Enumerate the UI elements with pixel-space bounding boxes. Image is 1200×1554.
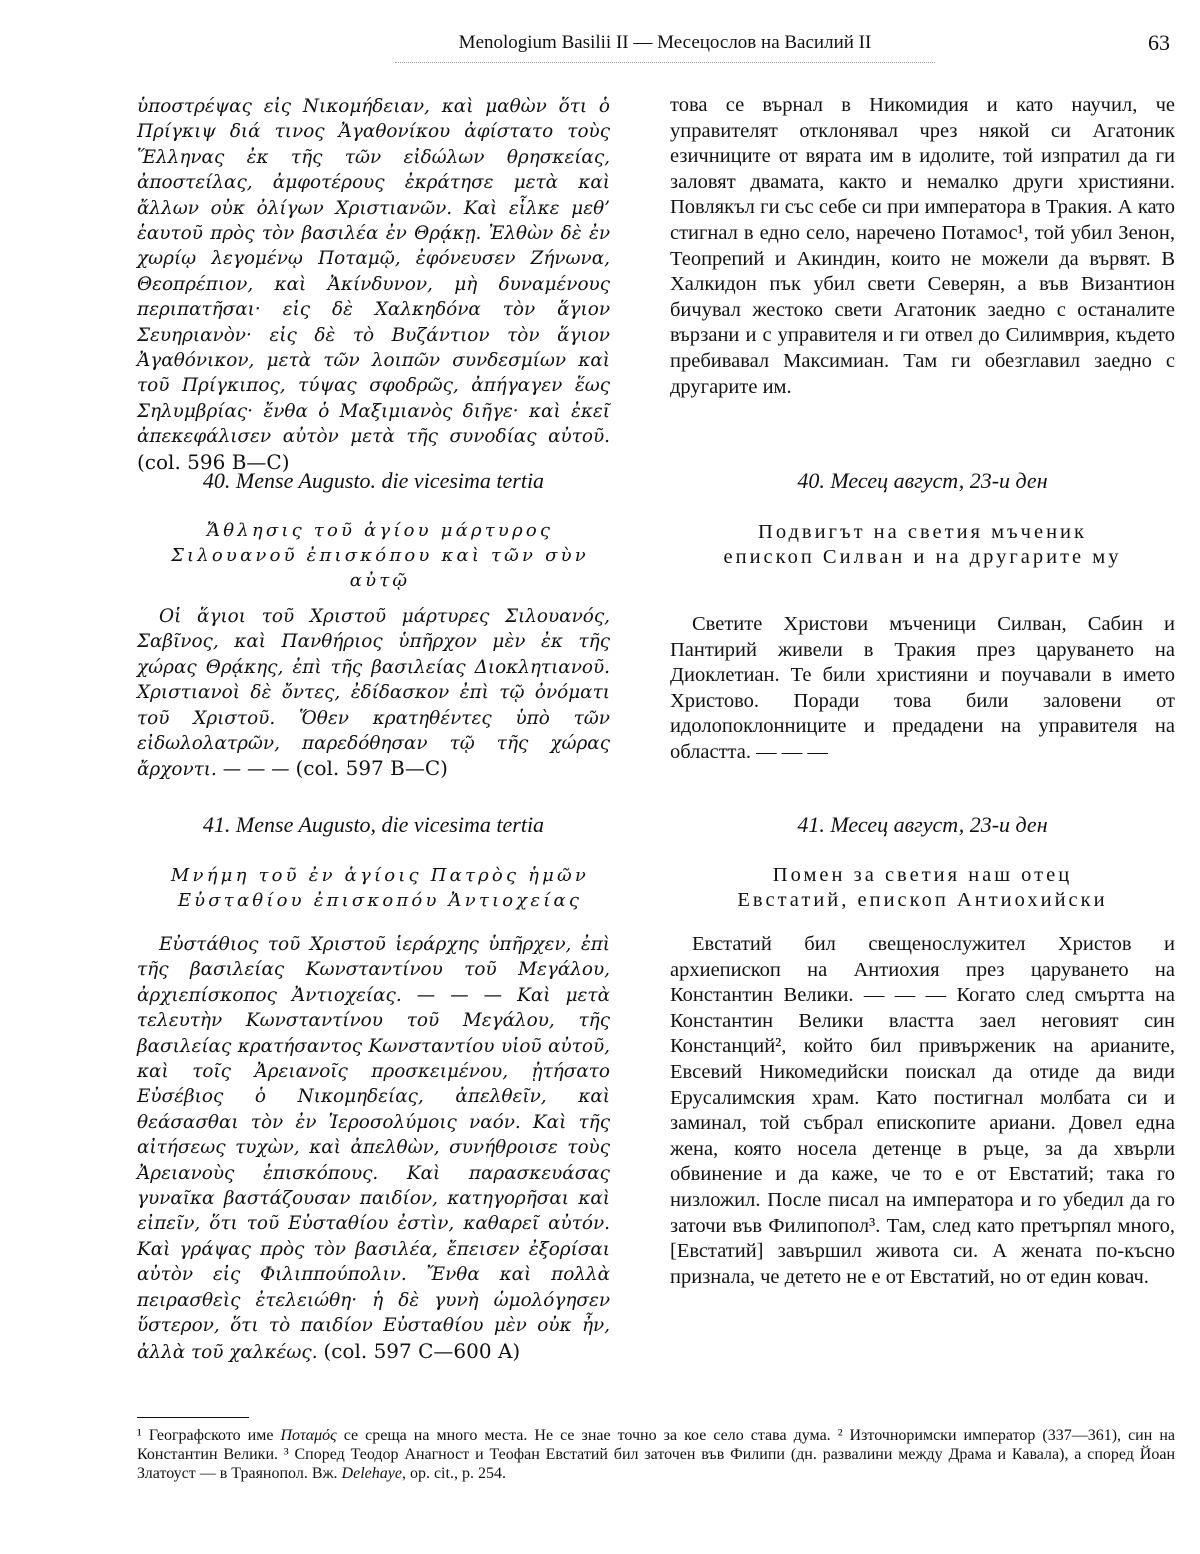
running-header — [0, 30, 1200, 64]
section-41-bulgarian-heading: 41. Месец август, 23-и ден — [797, 812, 1048, 837]
section-41-greek-citation: (col. 597 C—600 A) — [323, 1338, 521, 1363]
section-41-latin-heading: 41. Mense Augusto, die vicesima tertia — [202, 812, 545, 837]
intro-bulgarian-column — [670, 93, 1175, 400]
running-title: Menologium Basilii II — Месецослов на Василий II — [458, 32, 872, 53]
section-40-bulgarian-title-line1: Подвигът на светия мъченик — [758, 521, 1087, 543]
section-40-bulgarian-title-line2: епископ Силван и на другарите му — [723, 546, 1122, 568]
section-40-bulgarian-text: Светите Христови мъченици Силван, Сабин и Пантирий живели в Тракия през царуването на Диоклетиан. Те били християни и поучавали в името Христово. Поради това били заловени от идолопоклонниците и предадени на управителя на областта. — — — — [670, 613, 1175, 763]
intro-bulgarian-text: това се върнал в Никомидия и като научил, че управителят отклонявал чрез някой си Агатоник езичниците от вярата им в идолите, той изпратил да ги заловят двамата, както и немалко други християни. Повлякъл ги със себе си при императора в Тракия. А като стигнал в едно село, наречено Потамос¹, той убил Зенон, Теопрепий и Акиндин, които не можели да вървят. В Халкидон пък убил свети Северян, а във Византион бичувал жестоко свети Агатоник заедно с останалите вързани и с управителя и ги отвел до Силимврия, където пребивавал Максимиан. Там ги обезглавил заедно с другарите им. — [670, 94, 1175, 398]
section-41-bulgarian-text: Евстатий бил свещенослужител Христов и архиепископ на Антиохия през царуването на Константин Велики. — — — Когато след смъртта на Константин Велики властта заел неговият син Констанций², който бил привърженик на арианите, Евсевий Никомедийски поискал да отиде да види Ерусалимския храм. Като постигнал молбата си и заминал, той събрал епископите ариани. Довел една жена, която носела детенце в ръце, за да хвърли обвинение и да каже, че то е от Евстатий; така го низложил. После писал на императора и го убедил да го заточи във Филипопол³. Там, след като претърпял много, [Евстатий] завършил живота си. А жената по-късно признала, че детето не е от Евстатий, но от един ковач. — [670, 933, 1175, 1288]
section-40-bulgarian-heading: 40. Месец август, 23-и ден — [797, 468, 1048, 493]
intro-greek-column — [137, 94, 610, 476]
intro-greek-citation: (col. 596 B—C) — [137, 449, 290, 474]
intro-greek-text: ὑποστρέψας εἰς Νικομήδειαν, καὶ μαθὼν ὅτι ὁ Πρίγκιψ διά τινος Ἀγαθονίκου ἀφίστατο τοὺς Ἕλληνας ἐκ τῆς τῶν εἰδώλων θρησκείας, ἀποστείλας, ἀμφοτέρους ἐκράτησε μετὰ καὶ ἄλλων οὐκ ὀλίγων Χριστιανῶν. Καὶ εἷλκε μεθ’ ἑαυτοῦ πρὸς τὸν βασιλέα ἐν Θρᾴκῃ. Ἐλθὼν δὲ ἐν χωρίῳ λεγομένῳ Ποταμῷ, ἐφόνευσεν Ζήνωνα, Θεοπρέπιον, καὶ Ἀκίνδυνον, μὴ δυναμένους περιπατῆσαι· εἰς δὲ Χαλκηδόνα τὸν ἅγιον Σευηριανὸν· εἰς δὲ τὸ Βυζάντιον τὸν ἅγιον Ἀγαθόνικον, μετὰ τῶν λοιπῶν συνδεσμίων καὶ τοῦ Πρίγκιπος, τύψας σφοδρῶς, ἀπήγαγεν ἕως Σηλυμβρίας· ἔνθα ὁ Μαξιμιανὸς διῆγε· καὶ ἐκεῖ ἀπεκεφάλισεν αὐτὸν μετὰ τῆς συνοδίας αὐτοῦ. (col. 596 B—C) — [137, 96, 610, 474]
header-rule — [395, 62, 935, 63]
section-41-greek-title: Μνήμη τοῦ ἐν ἁγίοις Πατρὸς ἡμῶν Εὐσταθίου ἐπισκοπόυ Ἀντιοχείας — [170, 865, 590, 911]
section-41-greek-column — [137, 932, 610, 1365]
section-40-latin-heading: 40. Mense Augusto. die vicesima tertia — [202, 468, 545, 493]
section-40-greek-column — [137, 604, 610, 783]
section-40-bulgarian-column — [670, 612, 1175, 766]
section-40-greek-text: Οἱ ἅγιοι τοῦ Χριστοῦ μάρτυρες Σιλουανός, Σαβῖνος, καὶ Πανθήριος ὑπῆρχον μὲν ἐκ τῆς χώρας Θρᾴκης, ἐπὶ τῆς βασιλείας Διοκλητιανοῦ. Χριστιανοὶ δὲ ὄντες, ἐδίδασκον ἐπὶ τῷ ὀνόματι τοῦ Χριστοῦ. Ὅθεν κρατηθέντες ὑπὸ τῶν εἰδωλολατρῶν, παρεδόθησαν τῷ τῆς χώρας ἄρχοντι. — — — (col. 597 B—C) — [137, 606, 610, 781]
section-40-greek-citation: (col. 597 B—C) — [295, 756, 448, 781]
footnote-rule — [137, 1417, 249, 1418]
footnotes: ¹ Географското име Ποταμός се среща на много места. Не се знае точно за кое село става дума. ² Източноримски император (337—361), син на Константин Велики. ³ Според Теодор Анагност и Теофан Евстатий бил заточен във Филипи (дн. развалини между Драма и Кавала), а според Йоан Златоуст — в Траянопол. Вж. Delehaye, op. cit., p. 254. — [137, 1427, 1175, 1482]
section-41-greek-text: Εὐστάθιος τοῦ Χριστοῦ ἱεράρχης ὑπῆρχεν, ἐπὶ τῆς βασιλείας Κωνσταντίνου τοῦ Μεγάλου, ἀρχιεπίσκοπος Ἀντιοχείας. — — — Καὶ μετὰ τελευτὴν Κωνσταντίνου τοῦ Μεγάλου, τῆς βασιλείας κρατήσαντος Κωνσταντίου υἱοῦ αὐτοῦ, καὶ τοῖς Ἀρειανοῖς προσκειμένου, ᾐτήσατο Εὐσέβιος ὁ Νικομηδείας, ἀπελθεῖν, καὶ θεάσασθαι τὸν ἐν Ἱεροσολύμοις ναόν. Καὶ τῆς αἰτήσεως τυχὼν, καὶ ἀπελθὼν, συνήθροισε τοὺς Ἀρειανοὺς ἐπισκόπους. Καὶ παρασκευάσας γυναῖκα βαστάζουσαν παιδίον, κατηγορῆσαι καὶ εἰπεῖν, ὅτι τοῦ Εὐσταθίου ἐστὶν, καθαρεῖ αὐτόν. Καὶ γράψας πρὸς τὸν βασιλέα, ἔπεισεν ἐξορίσαι αὐτὸν εἰς Φιλιππούπολιν. Ἔνθα καὶ πολλὰ πειρασθεὶς ἐτελειώθη· ἡ δὲ γυνὴ ὡμολόγησεν ὕστερον, ὅτι τὸ παιδίον Εὐσταθίου μὲν οὐκ ἦν, ἀλλὰ τοῦ χαλκέως. (col. 597 C—600 A) — [137, 934, 610, 1363]
page-number: 63 — [1148, 30, 1170, 55]
section-40-greek-title: Ἄθλησις τοῦ ἁγίου μάρτυρος Σιλουανοῦ ἐπισκόπου καὶ τῶν σὺν αὐτῷ — [171, 520, 589, 591]
section-41-bulgarian-title-line1: Помен за светия наш отец — [772, 864, 1073, 886]
section-41-bulgarian-column — [670, 932, 1175, 1290]
section-41-bulgarian-title-line2: Евстатий, епископ Антиохийски — [737, 889, 1108, 911]
